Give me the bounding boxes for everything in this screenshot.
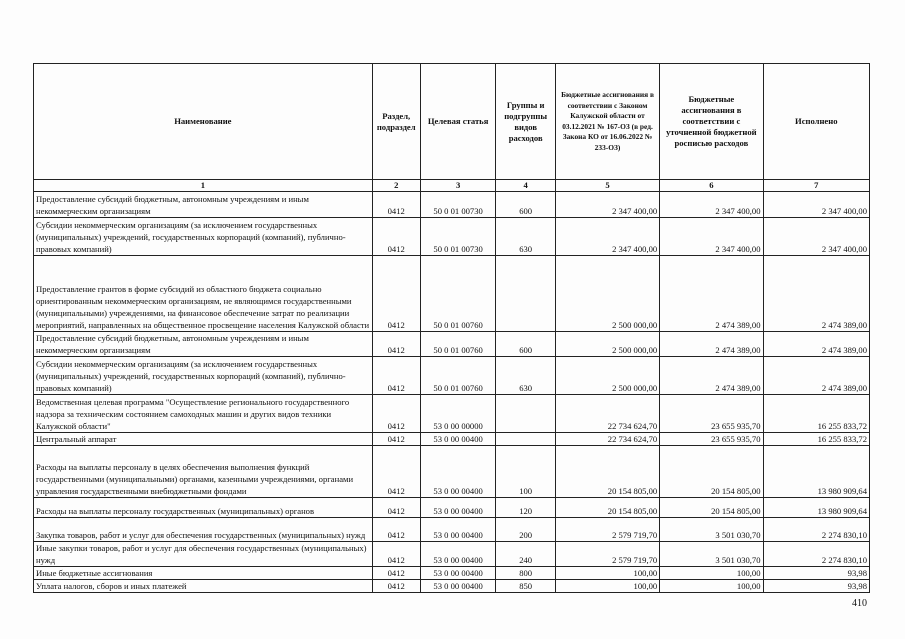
row-group: 600 — [496, 192, 555, 218]
row-target: 53 0 00 00400 — [420, 498, 496, 518]
row-executed: 93,98 — [763, 580, 869, 593]
row-name: Предоставление субсидий бюджетным, автономным учреждениям и иным некоммерческим организациям — [34, 332, 373, 357]
table-row — [34, 542, 870, 567]
row-executed: 2 347 400,00 — [763, 192, 869, 218]
row-budget-refined: 2 474 389,00 — [660, 332, 763, 357]
row-budget-refined: 100,00 — [660, 567, 763, 580]
row-executed: 16 255 833,72 — [763, 395, 869, 433]
column-number-row — [34, 180, 870, 192]
row-budget-refined: 3 501 030,70 — [660, 542, 763, 567]
column-number: 4 — [496, 180, 555, 192]
row-section: 0412 — [372, 218, 420, 256]
row-executed: 2 347 400,00 — [763, 218, 869, 256]
row-budget-law: 22 734 624,70 — [555, 433, 659, 446]
table-row — [34, 580, 870, 593]
row-budget-refined: 2 474 389,00 — [660, 357, 763, 395]
row-group: 630 — [496, 357, 555, 395]
row-budget-refined: 20 154 805,00 — [660, 446, 763, 498]
row-executed: 13 980 909,64 — [763, 498, 869, 518]
row-section: 0412 — [372, 567, 420, 580]
row-budget-law: 2 579 719,70 — [555, 542, 659, 567]
row-budget-refined: 2 474 389,00 — [660, 256, 763, 332]
row-budget-refined: 100,00 — [660, 580, 763, 593]
header-section: Раздел, подраздел — [372, 64, 420, 180]
row-name: Расходы на выплаты персоналу государственных (муниципальных) органов — [34, 498, 373, 518]
row-budget-refined: 3 501 030,70 — [660, 518, 763, 542]
header-budget-refined: Бюджетные ассигнования в соответствии с уточненной бюджетной росписью расходов — [660, 64, 763, 180]
row-target: 53 0 00 00400 — [420, 567, 496, 580]
row-group: 100 — [496, 446, 555, 498]
row-budget-refined: 23 655 935,70 — [660, 433, 763, 446]
row-executed: 2 274 830,10 — [763, 518, 869, 542]
row-name: Уплата налогов, сборов и иных платежей — [34, 580, 373, 593]
row-section: 0412 — [372, 446, 420, 498]
row-budget-law: 100,00 — [555, 580, 659, 593]
row-name: Субсидии некоммерческим организациям (за исключением государственных (муниципальных) учреждений, государственных корпораций (компаний), публично-правовых компаний) — [34, 357, 373, 395]
table-row — [34, 567, 870, 580]
column-number: 5 — [555, 180, 659, 192]
row-budget-refined: 2 347 400,00 — [660, 218, 763, 256]
row-name: Предоставление грантов в форме субсидий из областного бюджета социально ориентированным некоммерческим организациям, не являющимся государственными (муниципальными) учреждениями, на финансовое обеспечение затрат по реализации мероприятий, направленных на общественное просвещение населения Калужской области — [34, 256, 373, 332]
row-target: 50 0 01 00760 — [420, 256, 496, 332]
row-budget-law: 20 154 805,00 — [555, 446, 659, 498]
row-name: Иные закупки товаров, работ и услуг для обеспечения государственных (муниципальных) нужд — [34, 542, 373, 567]
table-row — [34, 433, 870, 446]
row-executed: 2 474 389,00 — [763, 357, 869, 395]
row-budget-law: 20 154 805,00 — [555, 498, 659, 518]
row-name: Предоставление субсидий бюджетным, автономным учреждениям и иным некоммерческим организациям — [34, 192, 373, 218]
row-target: 50 0 01 00730 — [420, 218, 496, 256]
table-row — [34, 256, 870, 332]
row-group: 800 — [496, 567, 555, 580]
row-section: 0412 — [372, 498, 420, 518]
row-section: 0412 — [372, 518, 420, 542]
column-number: 1 — [34, 180, 373, 192]
row-target: 53 0 00 00400 — [420, 518, 496, 542]
table-row — [34, 395, 870, 433]
row-executed: 2 274 830,10 — [763, 542, 869, 567]
row-target: 50 0 01 00730 — [420, 192, 496, 218]
row-section: 0412 — [372, 433, 420, 446]
row-executed: 93,98 — [763, 567, 869, 580]
row-name: Субсидии некоммерческим организациям (за исключением государственных (муниципальных) учреждений, государственных корпораций (компаний), публично-правовых компаний) — [34, 218, 373, 256]
row-budget-law: 2 579 719,70 — [555, 518, 659, 542]
table-row — [34, 192, 870, 218]
header-row — [34, 64, 870, 180]
table-row — [34, 357, 870, 395]
row-section: 0412 — [372, 542, 420, 567]
row-executed: 13 980 909,64 — [763, 446, 869, 498]
row-group: 120 — [496, 498, 555, 518]
row-section: 0412 — [372, 580, 420, 593]
row-budget-law: 2 500 000,00 — [555, 256, 659, 332]
row-name: Ведомственная целевая программа "Осуществление регионального государственного надзора за техническим состоянием самоходных машин и других видов техники Калужской области" — [34, 395, 373, 433]
row-section: 0412 — [372, 395, 420, 433]
row-executed: 2 474 389,00 — [763, 256, 869, 332]
row-group: 600 — [496, 332, 555, 357]
table-row — [34, 446, 870, 498]
row-budget-law: 22 734 624,70 — [555, 395, 659, 433]
row-budget-law: 2 347 400,00 — [555, 192, 659, 218]
table-row — [34, 332, 870, 357]
row-section: 0412 — [372, 192, 420, 218]
row-group — [496, 395, 555, 433]
column-number: 3 — [420, 180, 496, 192]
row-section: 0412 — [372, 256, 420, 332]
row-section: 0412 — [372, 332, 420, 357]
row-name: Иные бюджетные ассигнования — [34, 567, 373, 580]
row-name: Закупка товаров, работ и услуг для обеспечения государственных (муниципальных) нужд — [34, 518, 373, 542]
row-target: 50 0 01 00760 — [420, 332, 496, 357]
row-budget-refined: 2 347 400,00 — [660, 192, 763, 218]
column-number: 7 — [763, 180, 869, 192]
row-name: Расходы на выплаты персоналу в целях обеспечения выполнения функций государственными (муниципальными) органами, казенными учреждениями, органами управления государственными внебюджетными фондами — [34, 446, 373, 498]
table-row — [34, 518, 870, 542]
row-group: 240 — [496, 542, 555, 567]
table-row — [34, 218, 870, 256]
row-group: 850 — [496, 580, 555, 593]
row-budget-refined: 23 655 935,70 — [660, 395, 763, 433]
row-group: 630 — [496, 218, 555, 256]
row-name: Центральный аппарат — [34, 433, 373, 446]
header-target: Целевая статья — [420, 64, 496, 180]
row-section: 0412 — [372, 357, 420, 395]
row-budget-law: 2 500 000,00 — [555, 357, 659, 395]
row-group — [496, 256, 555, 332]
header-groups: Группы и подгруппы видов расходов — [496, 64, 555, 180]
row-target: 53 0 00 00400 — [420, 446, 496, 498]
header-budget-law: Бюджетные ассигнования в соответствии с Законом Калужской области от 03.12.2021 № 167-ОЗ (в ред. Закона КО от 16.06.2022 № 233-ОЗ) — [555, 64, 659, 180]
row-target: 53 0 00 00400 — [420, 542, 496, 567]
table-row — [34, 498, 870, 518]
row-executed: 2 474 389,00 — [763, 332, 869, 357]
header-executed: Исполнено — [763, 64, 869, 180]
row-target: 53 0 00 00400 — [420, 433, 496, 446]
row-budget-law: 2 347 400,00 — [555, 218, 659, 256]
row-budget-refined: 20 154 805,00 — [660, 498, 763, 518]
row-executed: 16 255 833,72 — [763, 433, 869, 446]
row-group — [496, 433, 555, 446]
page-number: 410 — [852, 598, 867, 609]
row-budget-law: 100,00 — [555, 567, 659, 580]
column-number: 6 — [660, 180, 763, 192]
row-target: 50 0 01 00760 — [420, 357, 496, 395]
row-target: 53 0 00 00400 — [420, 580, 496, 593]
budget-table — [33, 63, 870, 593]
row-target: 53 0 00 00000 — [420, 395, 496, 433]
table-body — [34, 192, 870, 593]
column-number: 2 — [372, 180, 420, 192]
row-group: 200 — [496, 518, 555, 542]
header-name: Наименование — [34, 64, 373, 180]
row-budget-law: 2 500 000,00 — [555, 332, 659, 357]
